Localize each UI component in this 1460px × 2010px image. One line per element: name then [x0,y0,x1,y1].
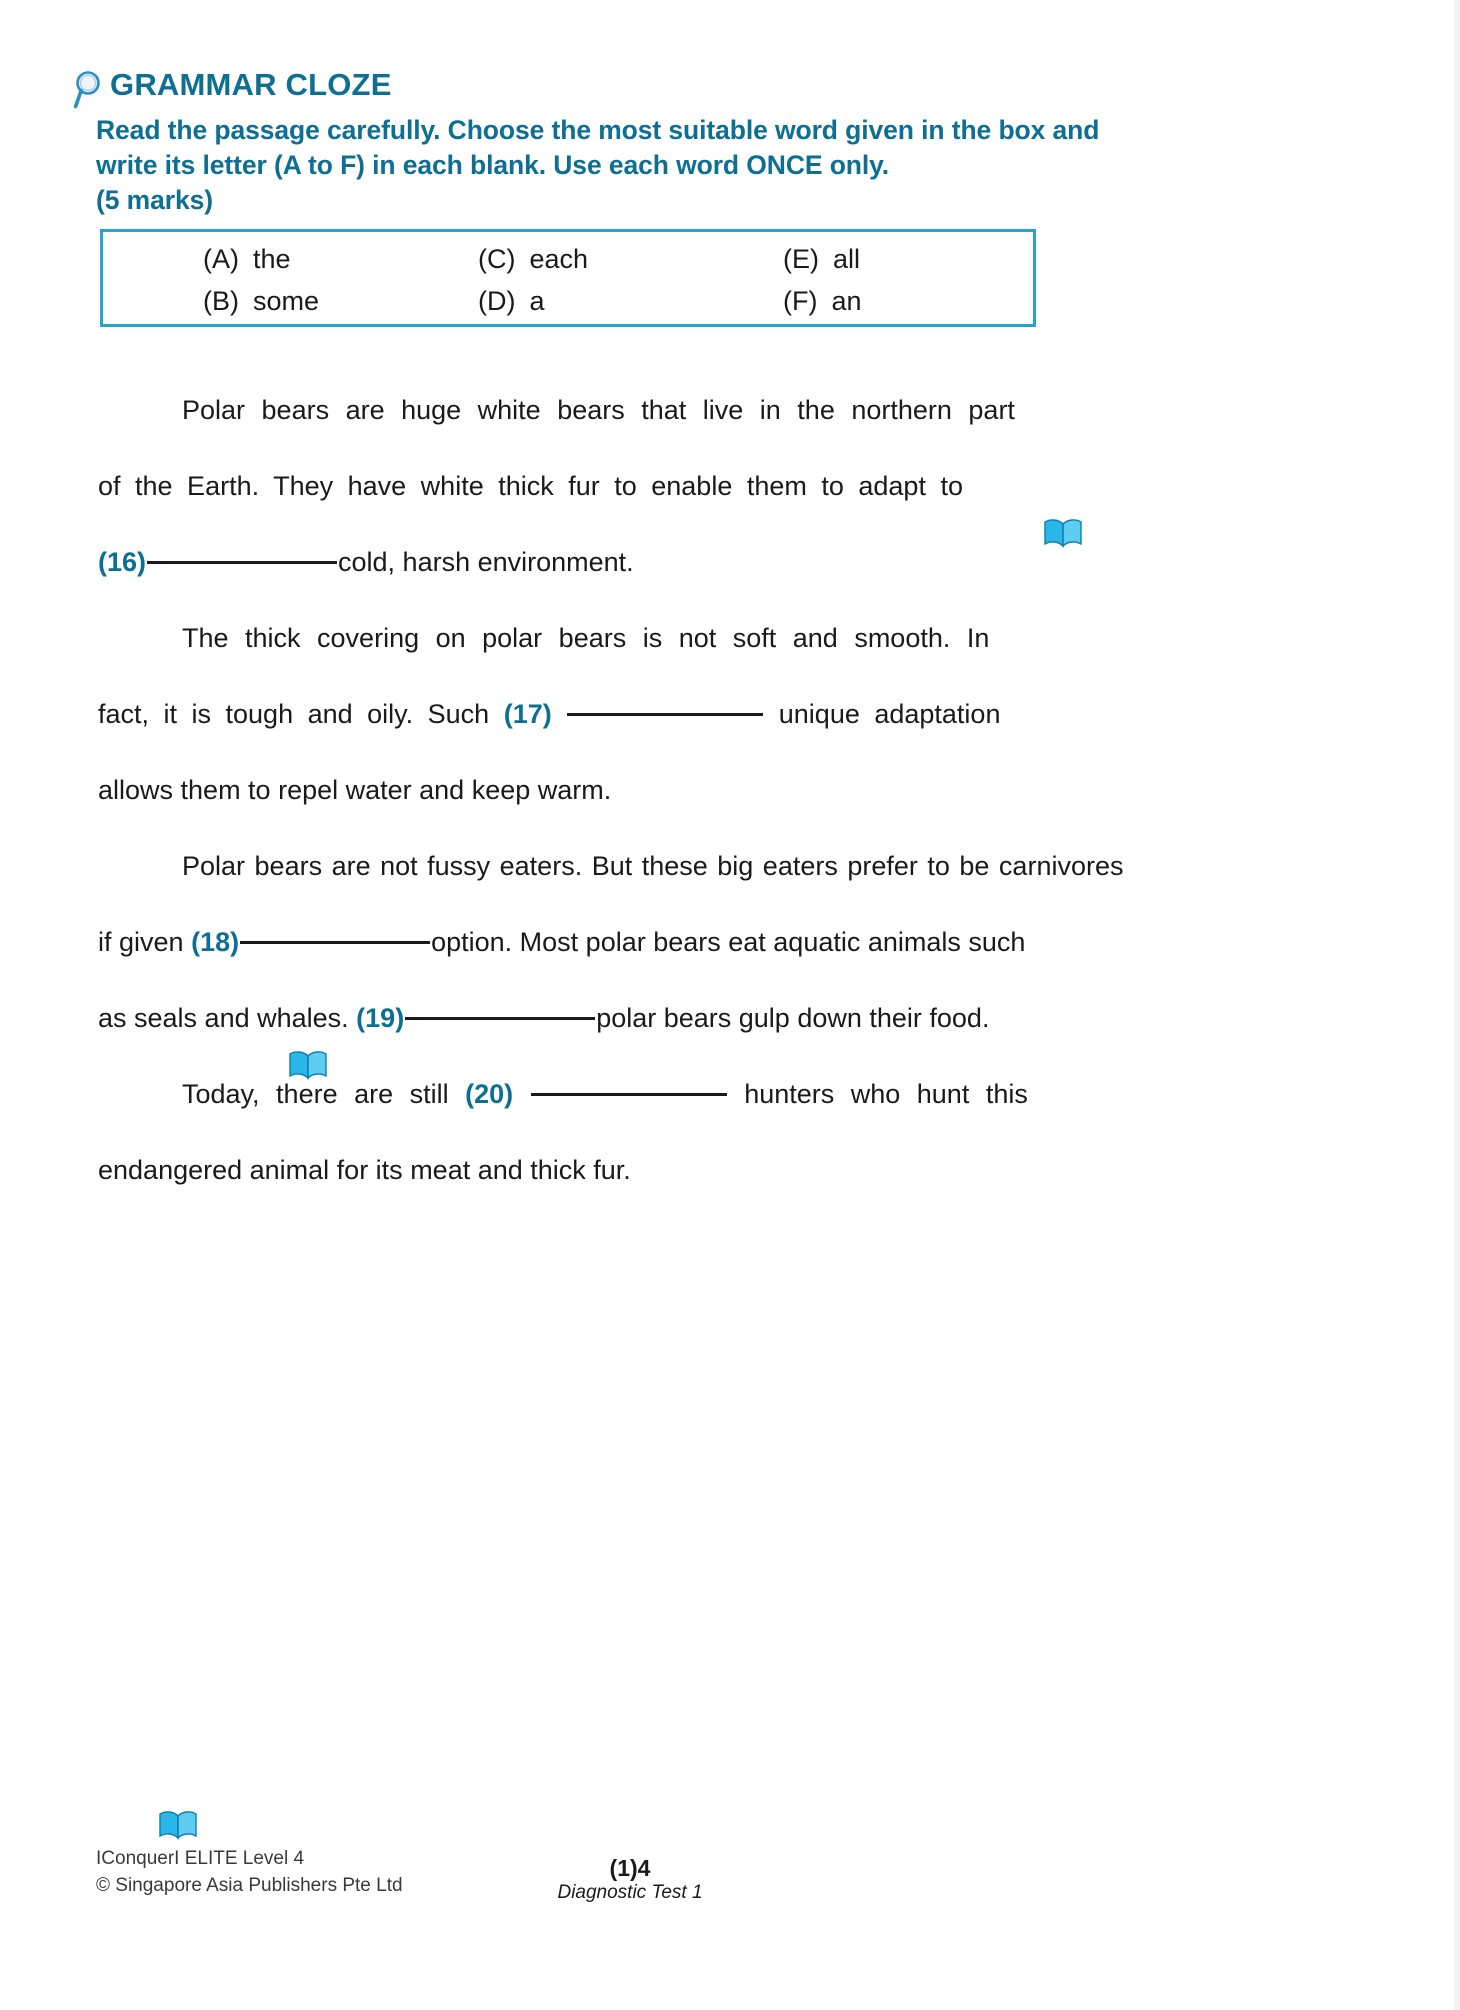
header-block [96,68,1106,218]
word-option-d [478,284,783,318]
footer-page-number: (1)4 [609,1855,651,1881]
paragraph-4-line-1-after: hunters who hunt this [744,1079,1028,1109]
word-option-b-letter: (B) [203,286,239,316]
paragraph-4-line-2-text: endangered animal for its meat and thick fur. [98,1155,631,1185]
paragraph-2-line-2 [98,676,1043,752]
blank-number-20: (20) [465,1079,514,1109]
answer-blank-16[interactable] [147,561,337,564]
paragraph-4-line-1 [98,1056,1043,1132]
word-option-e [783,242,1036,276]
paragraph-4-line-1-before: Today, there are still [182,1079,449,1109]
paragraph-1-line-3-text: cold, harsh environment. [338,547,634,577]
word-option-e-word: all [833,244,861,274]
passage [98,372,1124,1208]
paragraph-4-line-2 [98,1132,1043,1208]
blank-number-18: (18) [191,927,240,957]
answer-blank-18[interactable] [240,941,430,944]
marks-label: (5 marks) [96,185,213,215]
paragraph-3-line-2 [98,904,1043,980]
open-book-icon [158,1794,198,1826]
blank-number-16: (16) [98,547,147,577]
footer-series: IConquerI ELITE Level 4 [96,1848,305,1869]
word-option-a [203,242,478,276]
paragraph-1 [98,372,1043,600]
word-option-f-word: an [831,286,862,316]
paragraph-1-line-1 [98,372,1043,448]
paragraph-3-line-1-text: Polar bears are not fussy eaters. But these big eaters prefer to be carnivores [182,851,1124,881]
paragraph-4 [98,1056,1043,1208]
paragraph-2 [98,600,1043,828]
paragraph-2-line-3 [98,752,1043,828]
paragraph-2-line-1 [98,600,1043,676]
paragraph-1-line-2 [98,448,1043,524]
word-option-a-word: the [253,244,291,274]
word-option-c-letter: (C) [478,244,516,274]
blank-number-19: (19) [356,1003,405,1033]
answer-blank-17[interactable] [567,713,763,716]
open-book-icon [1043,502,1083,534]
answer-blank-20[interactable] [531,1093,727,1096]
word-option-d-letter: (D) [478,286,516,316]
section-title-row [72,68,1106,108]
page-edge-shadow [1454,0,1460,2010]
paragraph-2-line-2-after: unique adaptation [778,699,1001,729]
word-option-d-word: a [529,286,545,316]
footer-test-label: Diagnostic Test 1 [557,1882,703,1903]
paragraph-2-line-3-text: allows them to repel water and keep warm. [98,775,612,805]
paragraph-3-line-2-after: option. Most polar bears eat aquatic animals such [431,927,1026,957]
paragraph-3-line-3 [98,980,1043,1056]
word-option-b-word: some [253,286,320,316]
footer-center [0,1855,1260,1905]
paragraph-1-line-3 [98,524,1043,600]
paragraph-2-line-2-before: fact, it is tough and oily. Such [98,699,490,729]
page-title: GRAMMAR CLOZE [110,67,392,102]
word-option-e-letter: (E) [783,244,819,274]
word-option-c-word: each [529,244,589,274]
magnifier-icon [72,70,106,110]
paragraph-3 [98,828,1124,1056]
paragraph-2-line-1-text: The thick covering on polar bears is not soft and smooth. In [182,623,990,653]
blank-number-17: (17) [503,699,552,729]
word-option-c [478,242,783,276]
word-box-options [100,242,1036,318]
paragraph-3-line-3-after: polar bears gulp down their food. [596,1003,990,1033]
paragraph-3-line-2-before: if given [98,927,184,957]
paragraph-3-line-3-before: as seals and whales. [98,1003,349,1033]
answer-blank-19[interactable] [405,1017,595,1020]
word-option-b [203,284,478,318]
paragraph-1-line-1-text: Polar bears are huge white bears that live in the northern part [182,395,1015,425]
paragraph-1-line-2-text: of the Earth. They have white thick fur to enable them to adapt to [98,471,963,501]
word-option-a-letter: (A) [203,244,239,274]
instruction-line-1: Read the passage carefully. Choose the most suitable word given in the box [96,115,1046,145]
word-option-f [783,284,1036,318]
instruction-line-2: and write its letter (A to F) in each blank. Use each word ONCE only. [96,115,1100,180]
footer-copyright: © Singapore Asia Publishers Pte Ltd [96,1875,403,1896]
instructions [96,113,1106,218]
word-option-f-letter: (F) [783,286,818,316]
paragraph-3-line-1 [98,828,1124,904]
